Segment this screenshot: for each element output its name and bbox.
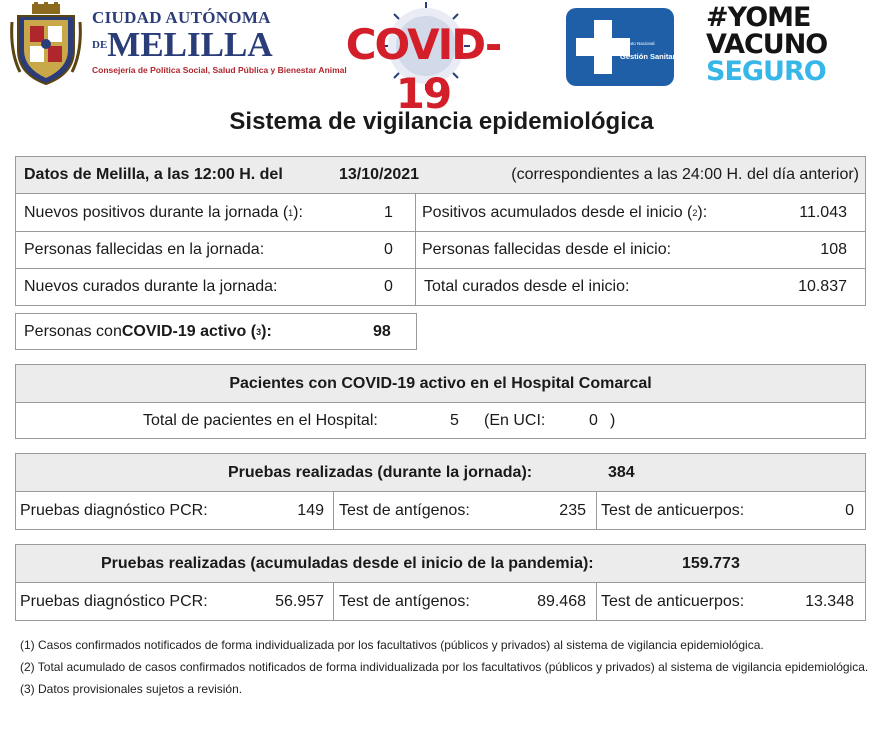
daily-header-label: Datos de Melilla, a las 12:00 H. del	[24, 166, 283, 183]
daily-pcr-label: Pruebas diagnóstico PCR:	[20, 501, 208, 519]
daily-data-table	[15, 156, 866, 306]
gestion-logo-label: Gestión Sanitaria	[620, 52, 682, 61]
footnote-ref: 3	[256, 326, 262, 337]
page-title: Sistema de vigilancia epidemiológica	[229, 108, 654, 135]
cumulative-positives-value: 11.043	[799, 203, 847, 221]
tests-daily-header-row	[16, 454, 865, 491]
uci-label: (En UCI:	[484, 411, 546, 429]
melilla-logo-line1: CIUDAD AUTÓNOMA	[92, 8, 271, 27]
cumulative-pcr-value: 56.957	[275, 592, 324, 610]
deaths-today-label: Personas fallecidas en la jornada:	[24, 241, 265, 258]
cumulative-antigen-label: Test de antígenos:	[339, 592, 470, 610]
daily-header-date: 13/10/2021	[339, 166, 420, 183]
table-row	[16, 402, 865, 438]
melilla-logo-line2	[92, 25, 347, 64]
hospital-header-row	[16, 365, 865, 402]
campaign-line1: #YOME	[706, 2, 811, 33]
cumulative-positives-label-text: Positivos acumulados desde el inicio (	[422, 203, 693, 221]
total-recovered-value: 10.837	[798, 278, 847, 295]
cumulative-antigen-value: 89.468	[537, 592, 586, 610]
tests-daily-table	[15, 453, 866, 530]
table-row	[16, 193, 865, 231]
recovered-today-label: Nuevos curados durante la jornada:	[24, 278, 278, 295]
tests-daily-total: 384	[608, 463, 635, 481]
new-positives-value: 1	[384, 203, 393, 221]
tests-cumulative-header-row	[16, 545, 865, 582]
active-cases-bold: COVID-19 activo (	[121, 322, 257, 340]
table-row	[16, 231, 865, 268]
total-recovered-label: Total curados desde el inicio:	[424, 278, 630, 295]
melilla-logo-department: Consejería de Política Social, Salud Pública y Bienestar Animal	[92, 65, 347, 75]
gestion-logo-institute: Instituto Nacional de	[620, 41, 655, 51]
daily-antigen-label: Test de antígenos:	[339, 501, 470, 519]
new-positives-label-end: ):	[293, 203, 303, 221]
footnotes	[20, 636, 870, 699]
active-cases-bold-end: ):	[261, 322, 272, 340]
total-deaths-value: 108	[820, 241, 847, 258]
footnote-2: (2) Total acumulado de casos confirmados notificados de forma individualizada por los facultativos (públicos y privados) al sistema de vigilancia epidemiológica.	[20, 660, 869, 674]
cumulative-pcr-label: Pruebas diagnóstico PCR:	[20, 592, 208, 610]
campaign-line2: VACUNO	[706, 29, 828, 60]
daily-antigen-value: 235	[559, 501, 586, 519]
daily-header-note: (correspondientes a las 24:00 H. del día anterior)	[511, 166, 859, 183]
total-deaths-label: Personas fallecidas desde el inicio:	[422, 241, 672, 258]
active-cases-label	[24, 314, 272, 349]
melilla-logo-de: DE	[92, 39, 108, 51]
cumulative-antibody-label: Test de anticuerpos:	[601, 592, 745, 610]
new-positives-label-text: Nuevos positivos durante la jornada (	[24, 203, 289, 221]
melilla-logo-name: MELILLA	[107, 25, 273, 64]
daily-antibody-value: 0	[845, 501, 854, 519]
covid-logo	[330, 2, 516, 118]
melilla-coat-of-arms-icon	[10, 2, 82, 86]
cumulative-positives-label-end: ):	[697, 203, 708, 221]
gestion-sanitaria-logo	[566, 8, 682, 86]
cumulative-positives-label	[422, 194, 707, 231]
uci-value: 0	[589, 411, 598, 429]
footnote-1: (1) Casos confirmados notificados de forma individualizada por los facultativos (públicos y privados) al sistema de vigilancia epidemiológica.	[20, 638, 764, 652]
table-row	[16, 268, 865, 305]
new-positives-label	[24, 194, 303, 231]
melilla-logo	[10, 2, 347, 86]
daily-antibody-label: Test de anticuerpos:	[601, 501, 745, 519]
campaign-line3: SEGURO	[706, 56, 826, 87]
footnote-3: (3) Datos provisionales sujetos a revisión.	[20, 682, 243, 696]
yome-vacuno-logo	[706, 4, 876, 85]
hospital-total-label: Total de pacientes en el Hospital:	[143, 411, 378, 429]
table-row	[16, 582, 865, 620]
footnote-ref: 2	[692, 207, 698, 218]
recovered-today-value: 0	[384, 278, 393, 295]
active-cases-value: 98	[373, 322, 391, 340]
active-cases-box	[15, 313, 417, 350]
covid-logo-text: COVID-19	[345, 20, 501, 118]
active-cases-prefix: Personas con	[24, 322, 122, 340]
deaths-today-value: 0	[384, 241, 393, 258]
table-row	[16, 491, 865, 529]
cumulative-antibody-value: 13.348	[805, 592, 854, 610]
footnote-ref: 1	[288, 207, 294, 218]
hospital-heading: Pacientes con COVID-19 activo en el Hospital Comarcal	[229, 374, 652, 392]
hospital-table	[15, 364, 866, 439]
uci-close: )	[610, 411, 616, 429]
hospital-total-value: 5	[450, 411, 459, 429]
tests-cumulative-table	[15, 544, 866, 621]
tests-cumulative-heading: Pruebas realizadas (acumuladas desde el inicio de la pandemia):	[101, 554, 594, 572]
daily-header-row	[16, 157, 865, 193]
tests-daily-heading: Pruebas realizadas (durante la jornada):	[228, 463, 533, 481]
daily-pcr-value: 149	[297, 501, 324, 519]
tests-cumulative-total: 159.773	[682, 554, 740, 572]
